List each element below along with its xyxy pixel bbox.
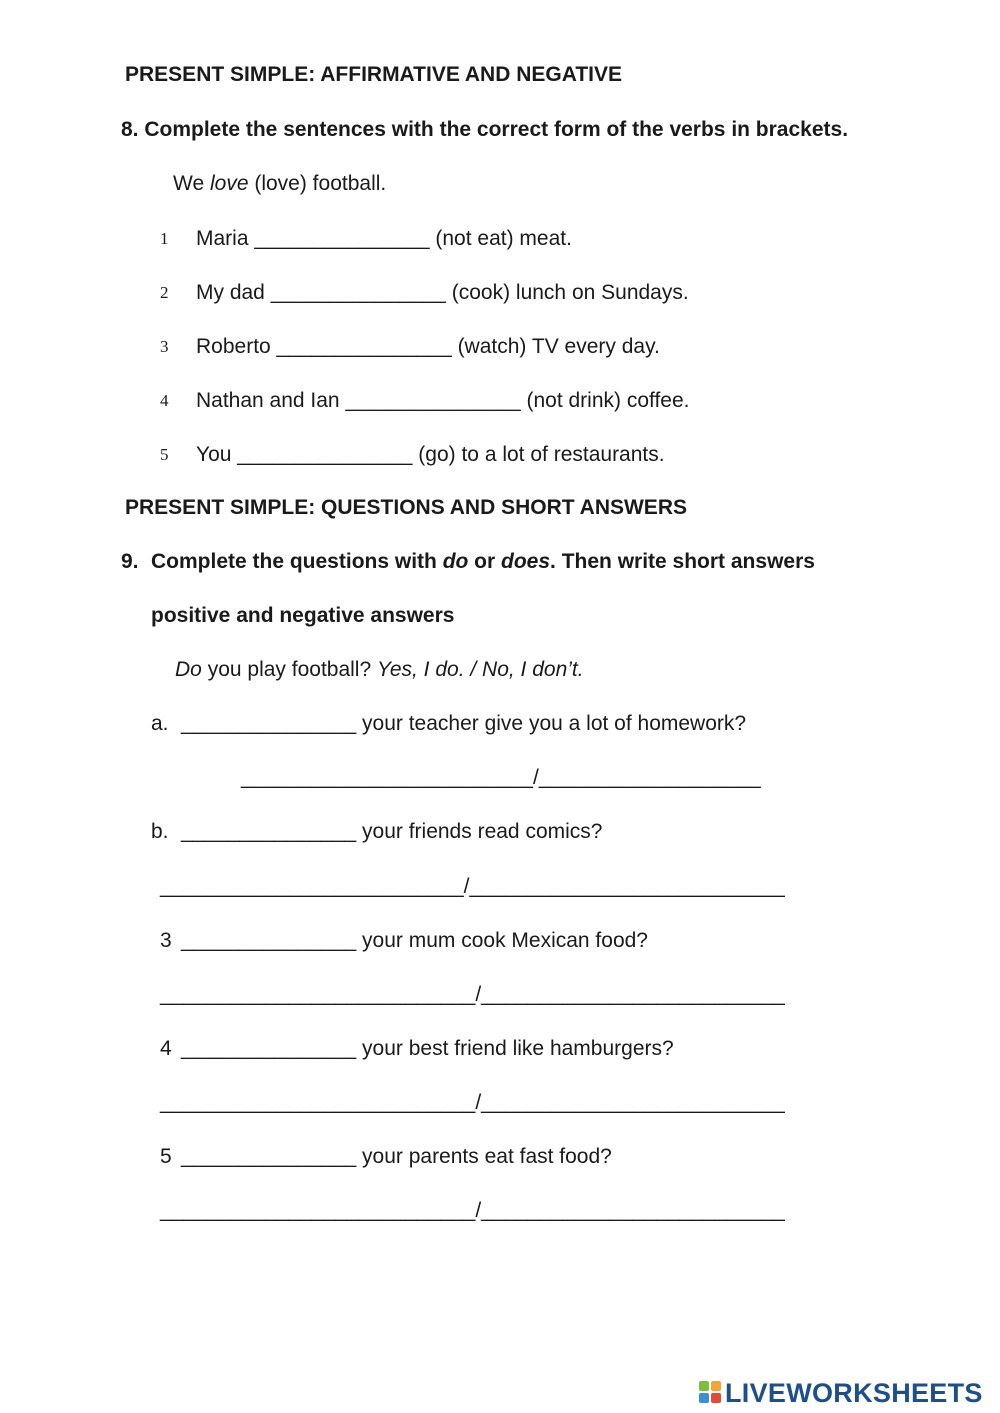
question-label: b. — [151, 820, 169, 843]
item-number: 2 — [160, 283, 169, 302]
question-label: 3 — [160, 929, 172, 952]
item-text: Nathan and Ian _______________ (not drink) coffee. — [196, 389, 690, 412]
exercise-8-example — [173, 173, 386, 194]
example-pre: We — [173, 172, 210, 195]
item-number: 4 — [160, 391, 169, 410]
item-text: Roberto _______________ (watch) TV every day. — [196, 335, 660, 358]
exercise-8-instruction: 8. Complete the sentences with the correct form of the verbs in brackets. — [121, 118, 849, 141]
item-text: My dad _______________ (cook) lunch on Sundays. — [196, 281, 689, 304]
instruction-part: or — [468, 550, 502, 573]
example-answers: Yes, I do. / No, I don’t. — [376, 658, 584, 681]
exercise-9-example — [175, 659, 584, 680]
question-label: 4 — [160, 1037, 172, 1060]
example-answer: love — [209, 172, 249, 195]
instruction-part: Complete the questions with — [151, 550, 443, 573]
instruction-word-do: do — [442, 550, 469, 573]
example-word: Do — [175, 658, 202, 681]
liveworksheets-logo — [699, 1378, 983, 1408]
item-number: 1 — [160, 229, 169, 248]
question-text: _______________ your best friend like hamburgers? — [181, 1037, 674, 1060]
question-label: 5 — [160, 1145, 172, 1168]
question-label: a. — [151, 712, 169, 735]
answer-line: ___________________________/__________________________ — [160, 1199, 785, 1222]
exercise-9-number: 9. — [121, 550, 139, 573]
question-text: _______________ your mum cook Mexican food? — [181, 929, 648, 952]
answer-line: __________________________/___________________________ — [160, 875, 785, 898]
question-text: _______________ your parents eat fast food? — [181, 1145, 612, 1168]
example-post: (love) football. — [248, 172, 387, 195]
item-number: 3 — [160, 337, 169, 356]
answer-line: ___________________________/__________________________ — [160, 1091, 785, 1114]
instruction-part: . Then write short answers — [550, 550, 815, 573]
instruction-word-does: does — [501, 550, 551, 573]
section2-heading: PRESENT SIMPLE: QUESTIONS AND SHORT ANSWERS — [125, 496, 687, 519]
item-number: 5 — [160, 445, 169, 464]
answer-line: ___________________________/__________________________ — [160, 983, 785, 1006]
logo-text: LIVEWORKSHEETS — [725, 1377, 983, 1408]
exercise-9-instruction — [151, 551, 815, 572]
question-text: _______________ your friends read comics? — [181, 820, 603, 843]
example-question: you play football? — [201, 658, 377, 681]
question-text: _______________ your teacher give you a lot of homework? — [181, 712, 747, 735]
logo-mark-icon — [699, 1381, 723, 1405]
item-text: Maria _______________ (not eat) meat. — [196, 227, 572, 250]
exercise-9-instruction-line2: positive and negative answers — [151, 604, 455, 627]
answer-line: _________________________/___________________ — [241, 766, 761, 789]
item-text: You _______________ (go) to a lot of restaurants. — [196, 443, 665, 466]
section1-heading: PRESENT SIMPLE: AFFIRMATIVE AND NEGATIVE — [125, 63, 623, 86]
